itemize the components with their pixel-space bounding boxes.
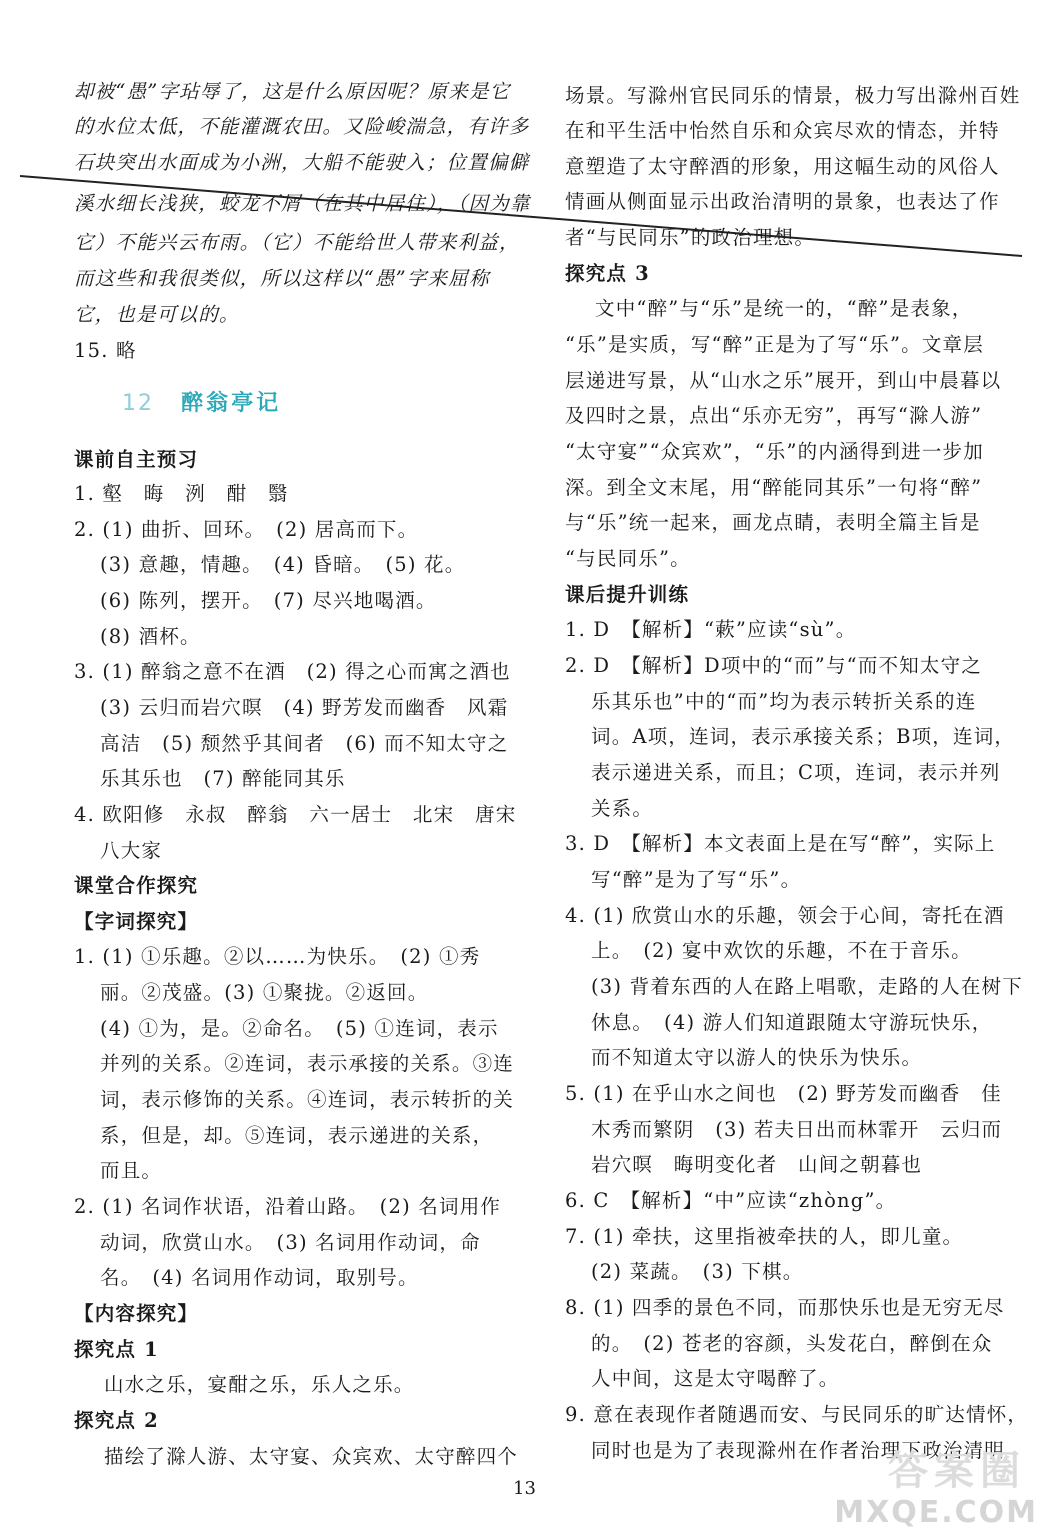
text-line: 它）不能兴云布雨。（它）不能给世人带来利益，: [74, 231, 520, 254]
answer-line: 表示递进关系，而且；C项，连词，表示并列: [591, 761, 1001, 784]
answer-line: 2. (1) 名词作状语，沿着山路。 (2) 名词用作: [74, 1195, 502, 1218]
answer-line: 岩穴暝 晦明变化者 山间之朝暮也: [591, 1153, 923, 1176]
answer-line: 9. 意在表现作者随遇而安、与民同乐的旷达情怀，: [565, 1403, 1029, 1426]
page-number: 13: [513, 1478, 536, 1499]
answer-line: 8. (1) 四季的景色不同，而那快乐也是无穷无尽: [565, 1296, 1005, 1319]
probe-heading: 探究点 3: [565, 262, 650, 285]
answer-line: 词。A项，连词，表示承接关系；B项，连词，: [591, 725, 1016, 748]
answer-line: 八大家: [100, 839, 163, 862]
lesson-number: 12: [122, 391, 154, 416]
section-heading-preview: 课前自主预习: [74, 448, 199, 471]
answer-line: 并列的关系。②连词，表示承接的关系。③连: [100, 1052, 515, 1075]
text-line: “太守宴”“众宾欢”，“乐”的内涵得到进一步加: [565, 440, 984, 463]
lesson-title: [122, 386, 281, 417]
probe-heading: 探究点 2: [74, 1409, 159, 1432]
text-line: 文中“醉”与“乐”是统一的，“醉”是表象，: [595, 297, 973, 320]
answer-line: 2. (1) 曲折、回环。 (2) 居高而下。: [74, 518, 419, 541]
text-line: 它，也是可以的。: [74, 303, 240, 326]
answer-line: (3) 意趣，情趣。 (4) 昏暗。 (5) 花。: [100, 553, 466, 576]
answer-line: 人中间，这是太守喝醉了。: [591, 1367, 840, 1390]
text-line: 的水位太低，不能灌溉农田。又险峻湍急，有许多: [74, 115, 530, 138]
answer-line: 5. (1) 在乎山水之间也 (2) 野芳发而幽香 佳: [565, 1082, 1002, 1105]
text-line: 者“与民同乐”的政治理想。: [565, 226, 816, 249]
answer-line: (3) 云归而岩穴暝 (4) 野芳发而幽香 风霜: [100, 696, 509, 719]
answer-line: 1. (1) ①乐趣。②以……为快乐。 (2) ①秀: [74, 945, 481, 968]
answer-line: 而不知道太守以游人的快乐为快乐。: [591, 1046, 923, 1069]
answer-line: 3. D 【解析】本文表面上是在写“醉”，实际上: [565, 832, 996, 855]
answer-line: 上。 (2) 宴中欢饮的乐趣，不在于音乐。: [591, 939, 972, 962]
text-line: “乐”是实质，写“醉”正是为了写“乐”。文章层: [565, 333, 984, 356]
answer-line: 2. D 【解析】D项中的“而”与“而不知太守之: [565, 654, 983, 677]
answer-line: 名。 (4) 名词用作动词，取别号。: [100, 1266, 419, 1289]
answer-line: 乐其乐也”中的“而”均为表示转折关系的连: [591, 690, 977, 713]
answer-line: 7. (1) 牵扶，这里指被牵扶的人，即儿童。: [565, 1225, 964, 1248]
text-line: 在和平生活中怡然自乐和众宾尽欢的情态，并特: [565, 119, 1000, 142]
answer-line: 关系。: [591, 797, 654, 820]
answer-line: 词，表示修饰的关系。④连词，表示转折的关: [100, 1088, 515, 1111]
watermark-text: MXQE.COM: [834, 1495, 1038, 1530]
answer-line: (2) 菜蔬。 (3) 下棋。: [591, 1260, 804, 1283]
text-line: 意塑造了太守醉酒的形象，用这幅生动的风俗人: [565, 155, 1000, 178]
text-line: 深。到全文末尾，用“醉能同其乐”一句将“醉”: [565, 476, 983, 499]
section-heading-after: 课后提升训练: [565, 583, 690, 606]
section-heading-class: 课堂合作探究: [74, 874, 199, 897]
answer-line: 6. C 【解析】“中”应读“zhòng”。: [565, 1189, 897, 1212]
answer-line: 4. (1) 欣赏山水的乐趣，领会于心间，寄托在酒: [565, 904, 1005, 927]
text-line: 层递进写景，从“山水之乐”展开，到山中晨暮以: [565, 369, 1002, 392]
text-line: 场景。写滁州官民同乐的情景，极力写出滁州百姓: [565, 84, 1021, 107]
answer-line: 而且。: [100, 1159, 163, 1182]
text-line: “与民同乐”。: [565, 547, 691, 570]
answer-line: 休息。 (4) 游人们知道跟随太守游玩快乐，: [591, 1011, 993, 1034]
text-line: 而这些和我很类似，所以这样以“愚”字来屈称: [74, 267, 490, 290]
answer-line: (3) 背着东西的人在路上唱歌，走路的人在树下: [591, 975, 1023, 998]
answer-line: 丽。②茂盛。(3) ①聚拢。②返回。: [100, 981, 429, 1004]
subsection-heading: 【字词探究】: [74, 910, 199, 933]
answer-line: 15. 略: [74, 339, 137, 362]
answer-line: 4. 欧阳修 永叔 醉翁 六一居士 北宋 唐宋: [74, 803, 517, 826]
answer-line: 乐其乐也 (7) 醉能同其乐: [100, 767, 346, 790]
answer-line: 描绘了滁人游、太守宴、众宾欢、太守醉四个: [104, 1445, 519, 1468]
answer-line: 高洁 (5) 颓然乎其间者 (6) 而不知太守之: [100, 732, 509, 755]
answer-line: 3. (1) 醉翁之意不在酒 (2) 得之心而寓之酒也: [74, 660, 511, 683]
answer-line: (6) 陈列，摆开。 (7) 尽兴地喝酒。: [100, 589, 437, 612]
probe-heading: 探究点 1: [74, 1338, 159, 1361]
subsection-heading: 【内容探究】: [74, 1302, 199, 1325]
text-line: 溪水细长浅狭，蛟龙不屑（在其中居住），（因为靠: [74, 192, 531, 215]
answer-line: 1. 壑 晦 洌 酣 翳: [74, 482, 289, 505]
lesson-title-text: 醉翁亭记: [181, 390, 282, 416]
answer-line: 1. D 【解析】“蔌”应读“sù”。: [565, 618, 857, 641]
text-line: 却被“愚”字玷辱了，这是什么原因呢？原来是它: [74, 80, 511, 103]
watermark-logo: 答案圈: [888, 1447, 1026, 1494]
answer-line: 木秀而繁阴 (3) 若夫日出而林霏开 云归而: [591, 1118, 1003, 1141]
text-line: 及四时之景，点出“乐亦无穷”，再写“滁人游”: [565, 404, 983, 427]
answer-line: 系，但是，却。⑤连词，表示递进的关系，: [100, 1124, 494, 1147]
answer-line: 写“醉”是为了写“乐”。: [591, 868, 802, 891]
answer-line: (8) 酒杯。: [100, 625, 201, 648]
answer-line: 动词，欣赏山水。 (3) 名词用作动词，命: [100, 1231, 481, 1254]
text-line: 石块突出水面成为小洲，大船不能驶入；位置偏僻: [74, 151, 530, 174]
text-line: 情画从侧面显示出政治清明的景象，也表达了作: [565, 190, 1000, 213]
answer-line: 的。 (2) 苍老的容颜，头发花白，醉倒在众: [591, 1332, 993, 1355]
answer-line: 山水之乐，宴酣之乐，乐人之乐。: [104, 1373, 415, 1396]
answer-line: 同时也是为了表现滁州在作者治理下政治清明: [591, 1439, 1006, 1462]
answer-line: (4) ①为，是。②命名。 (5) ①连词，表示: [100, 1017, 499, 1040]
text-line: 与“乐”统一起来，画龙点睛，表明全篇主旨是: [565, 511, 981, 534]
